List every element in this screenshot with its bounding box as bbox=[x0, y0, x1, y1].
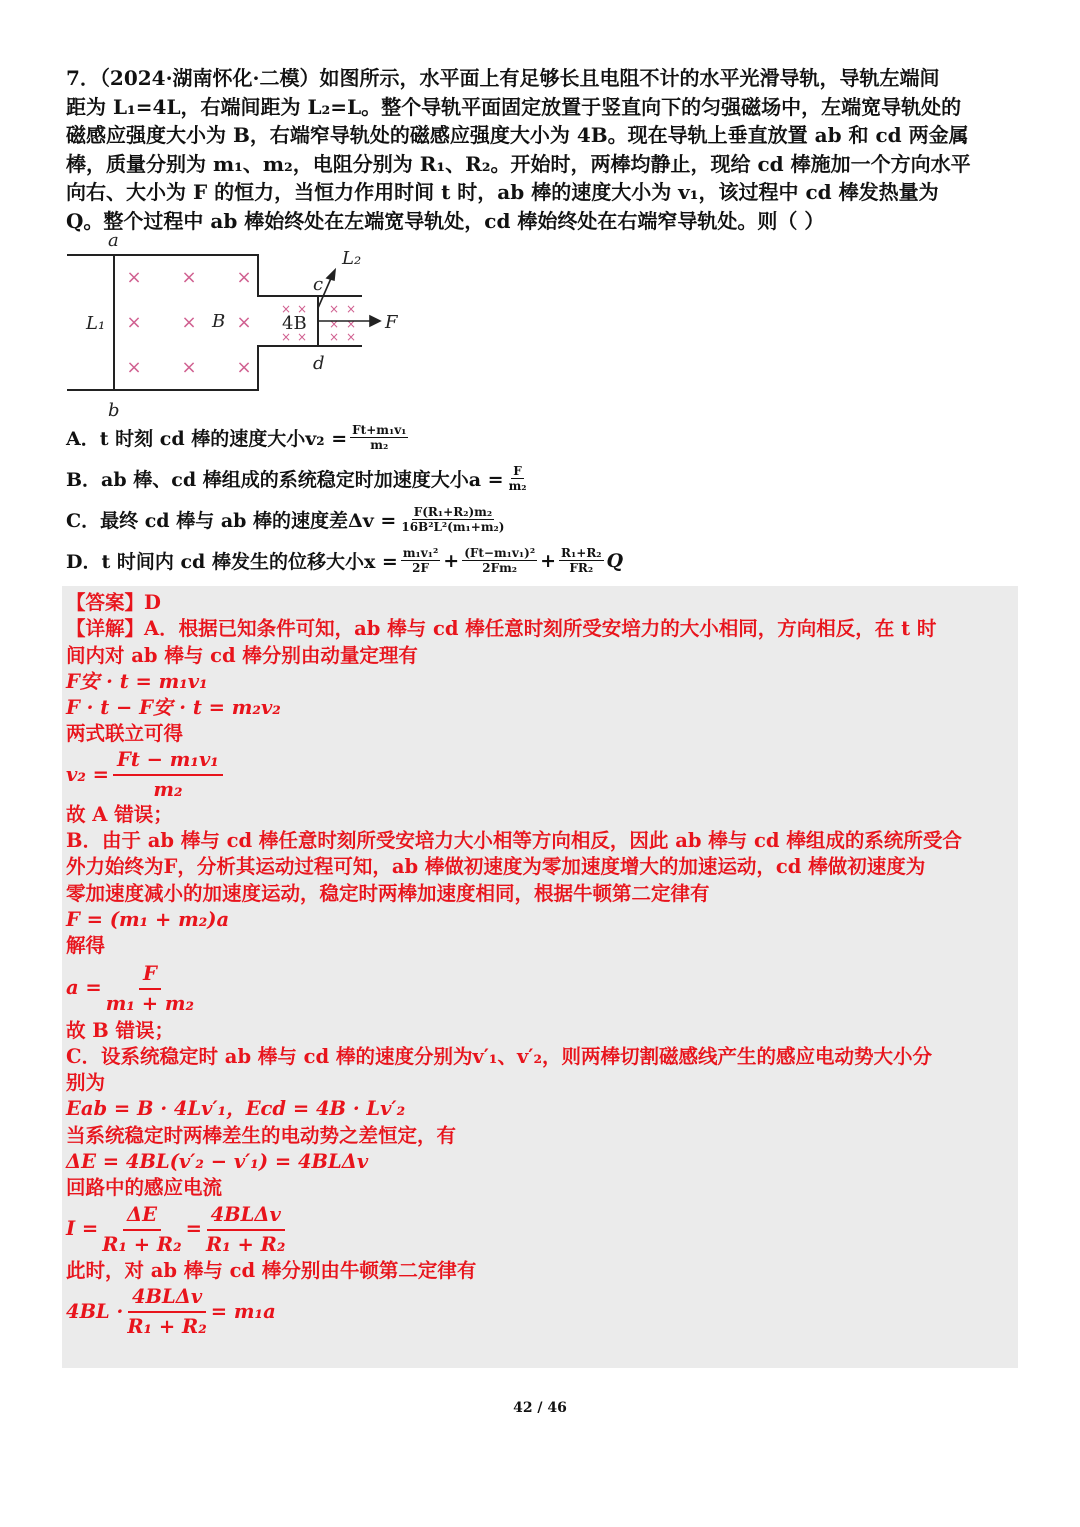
explanation-line: 两式联立可得 bbox=[66, 722, 184, 746]
equation-lhs: 4BL · bbox=[66, 1299, 124, 1323]
field-cross: × bbox=[280, 330, 292, 344]
label-B: B bbox=[212, 311, 226, 332]
equation-v2 bbox=[66, 748, 1012, 802]
label-L1: L₁ bbox=[86, 313, 106, 334]
option-b[interactable] bbox=[66, 464, 532, 493]
fraction-denominator: 2Fm₂ bbox=[482, 561, 518, 575]
question-line: 距为 L₁=4L，右端间距为 L₂=L。整个导轨平面固定放置于竖直向下的匀强磁场中，左端宽导轨处的 bbox=[66, 94, 962, 119]
equation-fraction bbox=[102, 1201, 181, 1259]
fraction-denominator: FR₂ bbox=[569, 561, 594, 575]
field-cross: × bbox=[296, 302, 308, 316]
field-cross: × bbox=[296, 330, 308, 344]
rail-diagram bbox=[62, 228, 442, 423]
answer-key: 【答案】D bbox=[66, 591, 161, 614]
label-c: c bbox=[313, 274, 324, 295]
equation: ΔE = 4BL(v′₂ − v′₁) = 4BLΔv bbox=[66, 1150, 369, 1174]
field-cross: × bbox=[328, 302, 340, 316]
field-cross: × bbox=[236, 267, 252, 288]
explanation-line: 此时，对 ab 棒与 cd 棒分别由牛顿第二定律有 bbox=[66, 1258, 477, 1282]
option-d-fraction-3 bbox=[559, 546, 604, 575]
fraction-numerator: R₁+R₂ bbox=[561, 546, 602, 560]
fraction-numerator: Ft − m₁v₁ bbox=[113, 746, 223, 776]
fraction-numerator: F(R₁+R₂)m₂ bbox=[413, 505, 493, 519]
fraction-denominator: R₁ + R₂ bbox=[102, 1232, 182, 1256]
explanation-line: 间内对 ab 棒与 cd 棒分别由动量定理有 bbox=[66, 643, 418, 667]
field-cross: × bbox=[126, 357, 142, 378]
option-d-tail: Q bbox=[606, 549, 624, 572]
equals-sign: = bbox=[185, 1217, 203, 1241]
explanation-line: 故 B 错误； bbox=[66, 1018, 175, 1042]
option-c-fraction bbox=[399, 505, 506, 534]
equation-fraction bbox=[206, 1201, 285, 1259]
fraction-numerator: ΔE bbox=[123, 1201, 161, 1231]
label-d: d bbox=[313, 353, 325, 374]
fraction-denominator: 16B²L²(m₁+m₂) bbox=[401, 520, 505, 534]
equation-lhs: I = bbox=[66, 1217, 99, 1241]
option-b-fraction bbox=[507, 464, 529, 493]
equation-a bbox=[66, 960, 1012, 1018]
plus-sign: + bbox=[443, 549, 460, 572]
field-cross: × bbox=[328, 330, 340, 344]
explanation-line: 当系统稳定时两棒差生的电动势之差恒定，有 bbox=[66, 1123, 457, 1147]
equation-fraction bbox=[127, 1283, 206, 1341]
fraction-denominator: 2F bbox=[412, 561, 429, 575]
field-cross: × bbox=[328, 317, 340, 331]
explanation-line: 【详解】A．根据已知条件可知，ab 棒与 cd 棒任意时刻所受安培力的大小相同，方向相反，在 t 时 bbox=[66, 617, 937, 641]
explanation-line: 别为 bbox=[66, 1071, 106, 1095]
explanation-line: 回路中的感应电流 bbox=[66, 1176, 223, 1200]
fraction-numerator: m₁v₁² bbox=[402, 546, 439, 560]
fraction-numerator: 4BLΔv bbox=[128, 1283, 206, 1313]
equation: F安 · t = m₁v₁ bbox=[66, 669, 208, 693]
answer-explanation bbox=[66, 590, 1012, 1340]
field-cross: × bbox=[280, 302, 292, 316]
question-line: 棒，质量分别为 m₁、m₂，电阻分别为 R₁、R₂。开始时，两棒均静止，现给 cd 棒施加一个方向水平 bbox=[66, 151, 971, 176]
option-a-text: A．t 时刻 cd 棒的速度大小v₂ = bbox=[66, 428, 348, 450]
fraction-denominator: R₁ + R₂ bbox=[127, 1314, 207, 1338]
question-line: 7．（2024·湖南怀化·二模）如图所示，水平面上有足够长且电阻不计的水平光滑导轨，导轨左端间 bbox=[66, 66, 940, 90]
equation: Eab = B · 4Lv′₁，Ecd = 4B · Lv′₂ bbox=[66, 1097, 406, 1121]
page-number: 42 / 46 bbox=[513, 1400, 567, 1416]
explanation-line: B．由于 ab 棒与 cd 棒任意时刻所受安培力大小相等方向相反，因此 ab 棒与 cd 棒组成的系统所受合 bbox=[66, 829, 962, 853]
field-cross: × bbox=[181, 357, 197, 378]
explanation-line: 解得 bbox=[66, 934, 106, 958]
explanation-line: 故 A 错误； bbox=[66, 802, 173, 826]
explanation-line: C．设系统稳定时 ab 棒与 cd 棒的速度分别为v′₁、v′₂，则两棒切割磁感线产生的感应电动势大小分 bbox=[66, 1044, 932, 1068]
option-a[interactable] bbox=[66, 423, 411, 452]
label-a: a bbox=[108, 230, 119, 251]
field-cross: × bbox=[236, 312, 252, 333]
equation-lhs: a = bbox=[66, 976, 102, 1000]
equation-lhs: v₂ = bbox=[66, 762, 109, 786]
fraction-numerator: F bbox=[513, 464, 522, 478]
fraction-denominator: R₁ + R₂ bbox=[206, 1232, 286, 1256]
field-cross: × bbox=[236, 357, 252, 378]
field-cross: × bbox=[345, 330, 357, 344]
explanation-line: 零加速度减小的加速度运动，稳定时两棒加速度相同，根据牛顿第二定律有 bbox=[66, 881, 710, 905]
fraction-numerator: F bbox=[139, 960, 161, 990]
equation-current bbox=[66, 1202, 1012, 1258]
option-d[interactable] bbox=[66, 546, 623, 575]
explanation-line: 外力始终为F，分析其运动过程可知，ab 棒做初速度为零加速度增大的加速运动，cd 棒做初速度为 bbox=[66, 855, 926, 879]
L2-arrow-head bbox=[327, 270, 335, 280]
fraction-numerator: (Ft−m₁v₁)² bbox=[464, 546, 536, 560]
question-line: 磁感应强度大小为 B，右端窄导轨处的磁感应强度大小为 4B。现在导轨上垂直放置 ab 和 cd 两金属 bbox=[66, 123, 969, 147]
label-4B: 4B bbox=[282, 313, 307, 334]
fraction-numerator: Ft+m₁v₁ bbox=[352, 423, 407, 437]
question-line: 向右、大小为 F 的恒力，当恒力作用时间 t 时，ab 棒的速度大小为 v₁，该过程中 cd 棒发热量为 bbox=[66, 180, 939, 204]
option-d-text: D．t 时间内 cd 棒发生的位移大小x = bbox=[66, 551, 398, 573]
field-cross: × bbox=[181, 267, 197, 288]
field-cross: × bbox=[345, 302, 357, 316]
question-text bbox=[66, 64, 1016, 235]
fraction-denominator: m₁ + m₂ bbox=[105, 991, 195, 1015]
option-a-fraction bbox=[350, 423, 408, 452]
option-d-fraction-2 bbox=[462, 546, 537, 575]
option-c[interactable] bbox=[66, 505, 509, 534]
label-F: F bbox=[385, 312, 398, 333]
equation-fraction bbox=[113, 746, 223, 804]
equation-fraction bbox=[106, 960, 194, 1018]
fraction-denominator: m₂ bbox=[370, 438, 389, 452]
equation-newton bbox=[66, 1284, 1012, 1340]
plus-sign: + bbox=[540, 549, 557, 572]
fraction-numerator: 4BLΔv bbox=[207, 1201, 285, 1231]
equation-rhs: = m₁a bbox=[210, 1299, 276, 1323]
field-cross: × bbox=[181, 312, 197, 333]
field-cross: × bbox=[345, 317, 357, 331]
label-b: b bbox=[108, 400, 120, 421]
force-arrow-head bbox=[370, 316, 380, 326]
equation: F · t − F安 · t = m₂v₂ bbox=[66, 696, 281, 720]
equation: F = (m₁ + m₂)a bbox=[66, 907, 230, 931]
field-cross: × bbox=[126, 267, 142, 288]
option-d-fraction-1 bbox=[401, 546, 440, 575]
fraction-denominator: m₂ bbox=[508, 479, 527, 493]
option-b-text: B．ab 棒、cd 棒组成的系统稳定时加速度大小a = bbox=[66, 469, 504, 491]
option-c-text: C．最终 cd 棒与 ab 棒的速度差Δv = bbox=[66, 510, 397, 532]
field-cross: × bbox=[126, 312, 142, 333]
fraction-denominator: m₂ bbox=[153, 777, 183, 801]
question-line: Q。整个过程中 ab 棒始终处在左端宽导轨处，cd 棒始终处在右端窄导轨处。则（ ） bbox=[66, 208, 825, 233]
label-L2: L₂ bbox=[342, 248, 362, 269]
